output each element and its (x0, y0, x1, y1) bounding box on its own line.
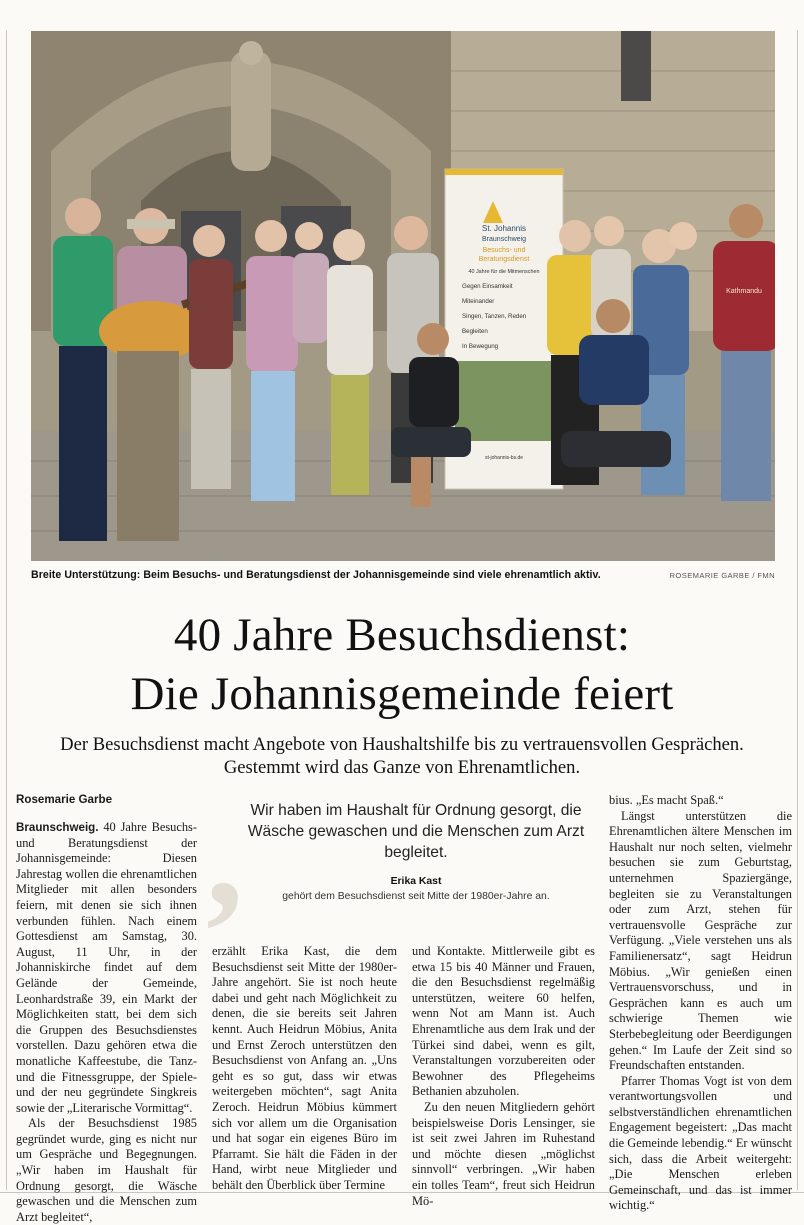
headline-line-1: 40 Jahre Besuchsdienst: (173, 609, 631, 661)
banner-org-line4: Beratungsdienst (478, 256, 530, 263)
photo-credit: ROSEMARIE GARBE / FMN (669, 571, 775, 580)
article-column-3 (412, 944, 595, 1209)
author-byline: Rosemarie Garbe (16, 793, 113, 806)
banner-org-line1: St. Johannis (481, 224, 527, 233)
article-paragraph-1: 40 Jahre Besuchs- und Beratungsdienst der Johannisgemeinde: Diesen Jahrestag wollen die ehrenamtlichen Mitglieder mit allen besonders feiern, mit denen sie sich ihnen verbunden fühlen. Nach einem Gottesdienst am Samstag, 30. August, 11 Uhr, in der Johanniskirche findet auf dem Gelände der Gemeinde, Leonhardstraße 39, ein Markt der Möglichkeiten statt, bei dem sich die Gruppen des Besuchsdienstes vorstellen. Dazu gehören etwa die monatliche Kaffeestube, die Tanz- und die Fitnessgruppe, der Spiele- und der neu gegründete Singkreis sowie der „Literarische Vormittag“. (16, 820, 197, 1115)
subheadline-line-1: Der Besuchsdienst macht Angebote von Haushaltshilfe bis zu vertrauensvollen Gesprächen. (60, 734, 744, 755)
pull-quote-text: Wir haben im Haushalt für Ordnung gesorgt, die Wäsche gewaschen und die Menschen zum Arzt begleitet. (247, 802, 585, 861)
banner-item-3: Singen, Tanzen, Reden (462, 313, 527, 320)
article-paragraph-5: Zu den neuen Mitgliedern gehört beispielsweise Doris Lensinger, sie ist seit zwei Jahren im Ruhestand und möchte diesen „möglichst sinnvoll“ verbringen. „Wir haben ein tolles Team“, freut sich Heidrun Mö- (412, 1099, 595, 1208)
banner-item-5: In Bewegung (462, 343, 499, 350)
article-paragraph-2: Als der Besuchsdienst 1985 gegründet wurde, ging es nicht nur um Gespräche und Begegnungen. „Wir haben im Haushalt für Ordnung gesorgt, die Wäsche gewaschen und die Menschen zum Arzt begleitet“, (16, 1116, 197, 1224)
banner-org-line2: Braunschweig (482, 236, 526, 243)
banner-item-2: Miteinander (462, 298, 495, 305)
group-of-people (53, 198, 775, 541)
subheadline-line-2: Gestemmt wird das Ganze von Ehrenamtlichen. (223, 757, 581, 778)
pull-quote-author: Erika Kast (390, 876, 442, 887)
banner-item-1: Gegen Einsamkeit (462, 283, 513, 290)
photo-caption: Breite Unterstützung: Beim Besuchs- und Beratungsdienst der Johannisgemeinde sind viele ehrenamtlich aktiv. (31, 569, 601, 581)
group-photo (31, 31, 775, 561)
banner-url: st-johannis-bs.de (484, 455, 524, 461)
article-paragraph-8: Pfarrer Thomas Vogt ist von dem verantwortungsvollen und selbstverständlichen ehrenamtlichen Engagement begeistert: „Das macht die Gemeinde lebendig.“ Er wünscht sich, dass die Arbeit weitergeht: „Die Menschen erleben Gemeinschaft, und das ist immer wichtig.“ (609, 1073, 792, 1213)
article-paragraph-6: bius. „Es macht Spaß.“ (609, 793, 724, 807)
article-paragraph-7: Längst unterstützen die Ehrenamtlichen ältere Menschen im Haushalt nur noch selten, vielmehr besuchen sie zum Geburtstag, unternehmen Spaziergänge, begleiten sie zu Veranstaltungen oder zum Arzt, stehen für vertrauensvolle Gespräche zur Verfügung. „Viele verstehen uns als Familienersatz“, sagt Heidrun Möbius. „Wir genießen einen Vertrauensvorschuss, und in Gesprächen kann es auch um schwierige Themen wie Sterbebegleitung oder Beerdigungen gehen.“ Im Laufe der Zeit sind so Freundschaften entstanden. (609, 808, 792, 1073)
headline (0, 606, 804, 724)
subheadline (0, 733, 804, 779)
headline-line-2: Die Johannisgemeinde feiert (130, 668, 674, 720)
banner-org-line3: Besuchs- und (482, 247, 526, 254)
article-column-4 (609, 793, 792, 1214)
quote-mark-icon: , (206, 772, 244, 938)
article-paragraph-4: und Kontakte. Mittlerweile gibt es etwa 15 bis 40 Männer und Frauen, die den Besuchsdienst regelmäßig unterstützen, weitere 60 helfen, wenn Not am Mann ist. Auch Ehrenamtliche aus dem Irak und der Türkei sind dabei, wenn es gilt, Veranstaltungen vorzubereiten oder Bewohner des Pflegeheims Bethanien abzuholen. (412, 944, 595, 1099)
article-column-2 (212, 944, 397, 1194)
shirt-text: Kathmandu (726, 288, 762, 295)
pull-quote-note: gehört dem Besuchsdienst seit Mitte der 1980er-Jahre an. (282, 891, 550, 902)
article-paragraph-3: erzählt Erika Kast, die dem Besuchsdienst seit Mitte der 1980er-Jahre angehört. Sie ist noch heute dabei und geht nach Möglichkeit zu denen, die sie bereits seit Jahren kennt. Auch Heidrun Möbius, Anita und Ernst Zeroch unterstützen den Besuchsdienst von Anfang an. „Uns geht es so gut, dass wir etwas weitergeben möchten“, sagt Anita Zeroch. Heidrun Möbius kümmert sich vor allem um die Organisation und hat sogar ein eigenes Büro im Pfarramt. Sie hält die Fäden in der Hand, wirbt neue Mitglieder und behält den Überblick über Termine (212, 944, 397, 1192)
article-column-1 (16, 820, 197, 1225)
banner-anniversary: 40 Jahre für die Mitmenschen (468, 269, 540, 275)
banner-item-4: Begleiten (462, 328, 488, 335)
dateline: Braunschweig. (16, 821, 99, 834)
